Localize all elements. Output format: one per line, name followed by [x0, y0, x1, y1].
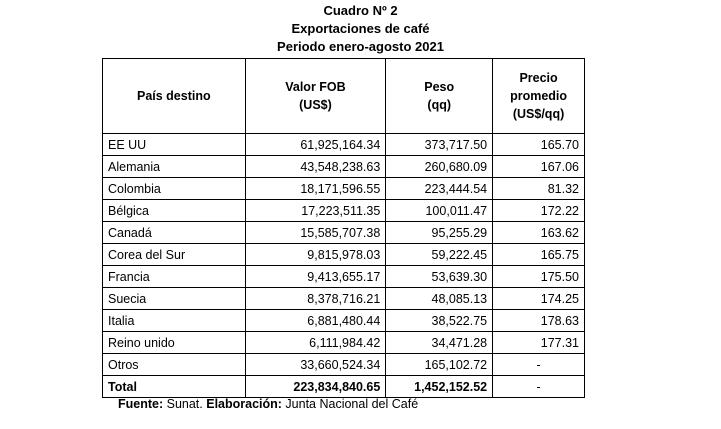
weight-cell: 53,639.30 [386, 266, 493, 288]
header-price-label-2: promedio [510, 89, 568, 103]
country-cell: Corea del Sur [103, 244, 246, 266]
country-cell: Bélgica [103, 200, 246, 222]
weight-cell: 95,255.29 [386, 222, 493, 244]
coffee-exports-table [102, 58, 585, 398]
table-title [0, 2, 721, 56]
total-label: Total [103, 376, 246, 398]
weight-cell: 260,680.09 [386, 156, 493, 178]
table-subject: Exportaciones de café [291, 21, 430, 36]
table-row [103, 310, 585, 332]
table-row [103, 266, 585, 288]
elaboration-label: Elaboración: [206, 397, 282, 411]
fob-value-cell: 9,815,978.03 [245, 244, 386, 266]
table-row [103, 222, 585, 244]
header-fob-label: Valor FOB [285, 80, 346, 94]
fob-value-cell: 6,881,480.44 [245, 310, 386, 332]
header-weight-unit: (qq) [427, 98, 452, 112]
avg-price-cell: 163.62 [493, 222, 585, 244]
table-body [103, 134, 585, 398]
avg-price-cell: 165.75 [493, 244, 585, 266]
fob-value-cell: 61,925,164.34 [245, 134, 386, 156]
table-number: Cuadro Nº 2 [323, 3, 398, 18]
country-cell: Suecia [103, 288, 246, 310]
table-row [103, 244, 585, 266]
total-price: - [493, 376, 585, 398]
country-cell: Colombia [103, 178, 246, 200]
country-cell: Francia [103, 266, 246, 288]
total-fob: 223,834,840.65 [245, 376, 386, 398]
weight-cell: 59,222.45 [386, 244, 493, 266]
table-row [103, 178, 585, 200]
weight-cell: 165,102.72 [386, 354, 493, 376]
table-row [103, 134, 585, 156]
header-avg-price [493, 59, 585, 134]
table-total-row [103, 376, 585, 398]
weight-cell: 34,471.28 [386, 332, 493, 354]
fob-value-cell: 15,585,707.38 [245, 222, 386, 244]
weight-cell: 38,522.75 [386, 310, 493, 332]
elaboration-value: Junta Nacional del Café [281, 397, 419, 411]
source-note [118, 396, 418, 412]
table-row [103, 354, 585, 376]
weight-cell: 100,011.47 [386, 200, 493, 222]
fob-value-cell: 18,171,596.55 [245, 178, 386, 200]
fob-value-cell: 33,660,524.34 [245, 354, 386, 376]
avg-price-cell: 175.50 [493, 266, 585, 288]
fob-value-cell: 8,378,716.21 [245, 288, 386, 310]
fob-value-cell: 9,413,655.17 [245, 266, 386, 288]
header-price-unit: (US$/qq) [512, 107, 565, 121]
source-value: Sunat. [163, 397, 207, 411]
avg-price-cell: 174.25 [493, 288, 585, 310]
fob-value-cell: 43,548,238.63 [245, 156, 386, 178]
header-country [103, 59, 246, 134]
table-row [103, 156, 585, 178]
total-weight: 1,452,152.52 [386, 376, 493, 398]
table-row [103, 288, 585, 310]
country-cell: Otros [103, 354, 246, 376]
avg-price-cell: - [493, 354, 585, 376]
table-period: Periodo enero-agosto 2021 [277, 39, 444, 54]
fob-value-cell: 17,223,511.35 [245, 200, 386, 222]
source-label: Fuente: [118, 397, 164, 411]
country-cell: Italia [103, 310, 246, 332]
country-cell: Alemania [103, 156, 246, 178]
weight-cell: 373,717.50 [386, 134, 493, 156]
header-price-label-1: Precio [519, 71, 558, 85]
avg-price-cell: 177.31 [493, 332, 585, 354]
country-cell: EE UU [103, 134, 246, 156]
country-cell: Canadá [103, 222, 246, 244]
table-row [103, 200, 585, 222]
table-header-row [103, 59, 585, 134]
avg-price-cell: 172.22 [493, 200, 585, 222]
header-weight [386, 59, 493, 134]
avg-price-cell: 167.06 [493, 156, 585, 178]
weight-cell: 223,444.54 [386, 178, 493, 200]
weight-cell: 48,085.13 [386, 288, 493, 310]
avg-price-cell: 81.32 [493, 178, 585, 200]
header-fob-unit: (US$) [299, 98, 332, 112]
header-country-label: País destino [136, 89, 211, 103]
header-fob-value [245, 59, 386, 134]
country-cell: Reino unido [103, 332, 246, 354]
fob-value-cell: 6,111,984.42 [245, 332, 386, 354]
avg-price-cell: 178.63 [493, 310, 585, 332]
table-row [103, 332, 585, 354]
header-weight-label: Peso [424, 80, 455, 94]
avg-price-cell: 165.70 [493, 134, 585, 156]
